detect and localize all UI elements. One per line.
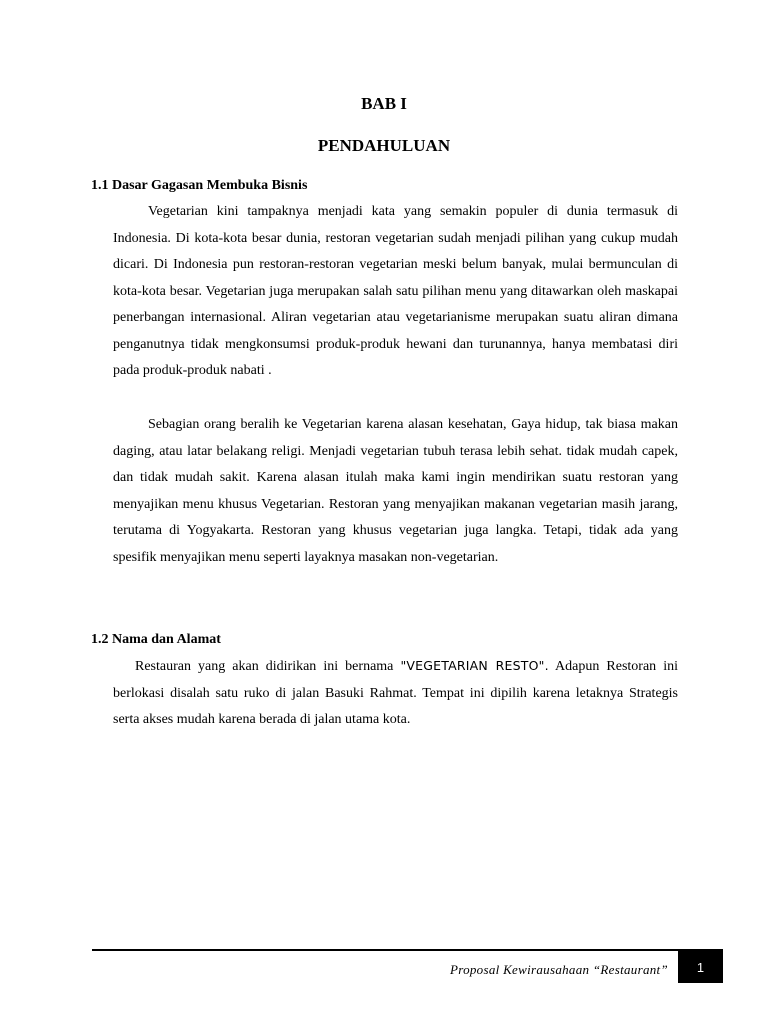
- paragraph: Sebagian orang beralih ke Vegetarian karena alasan kesehatan, Gaya hidup, tak biasa makan daging, atau latar belakang religi. Menjadi vegetarian tubuh terasa lebih sehat. tidak mudah capek, dan tidak mudah sakit. Karena alasan itulah maka kami ingin mendirikan suatu restoran yang menyajikan menu khusus Vegetarian. Restoran yang menyajikan makanan vegetarian masih jarang, terutama di Yogyakarta. Restoran yang khusus vegetarian juga langka. Tetapi, tidak ada yang spesifik menyajikan menu seperti layaknya masakan non-vegetarian.: [113, 417, 678, 565]
- footer-title: Proposal Kewirausahaan “Restaurant”: [449, 962, 668, 977]
- chapter-title: PENDAHULUAN: [317, 136, 451, 155]
- page-number: 1: [696, 959, 705, 975]
- paragraph-text: Restauran yang akan didirikan ini bernama: [135, 659, 401, 674]
- page-number-box: [678, 951, 723, 983]
- section-heading-1-2: 1.2 Nama dan Alamat: [91, 632, 221, 647]
- paragraph: Vegetarian kini tampaknya menjadi kata yang semakin populer di dunia termasuk di Indonesia. Di kota-kota besar dunia, restoran vegetarian sudah menjadi pilihan yang cukup mudah dicari. Di Indonesia pun restoran-restoran vegetarian meski belum banyak, mulai bermunculan di kota-kota besar. Vegetarian juga merupakan salah satu pilihan menu yang ditawarkan oleh maskapai penerbangan internasional. Aliran vegetarian atau vegetarianisme merupakan suatu aliran dimana penganutnya tidak mengkonsumsi produk-produk hewani dan turunannya, hanya membatasi diri pada produk-produk nabati .: [113, 204, 678, 378]
- footer-divider: [92, 949, 723, 951]
- chapter-number: BAB I: [361, 94, 407, 113]
- paragraph: [113, 653, 678, 734]
- restaurant-name: "VEGETARIAN RESTO".: [400, 658, 549, 673]
- section-heading-1-1: 1.1 Dasar Gagasan Membuka Bisnis: [91, 178, 308, 193]
- paragraph-text: Adapun Restoran ini berlokasi disalah satu ruko di jalan Basuki Rahmat. Tempat ini dipilih karena letaknya Strategis serta akses mudah karena berada di jalan utama kota.: [113, 659, 678, 727]
